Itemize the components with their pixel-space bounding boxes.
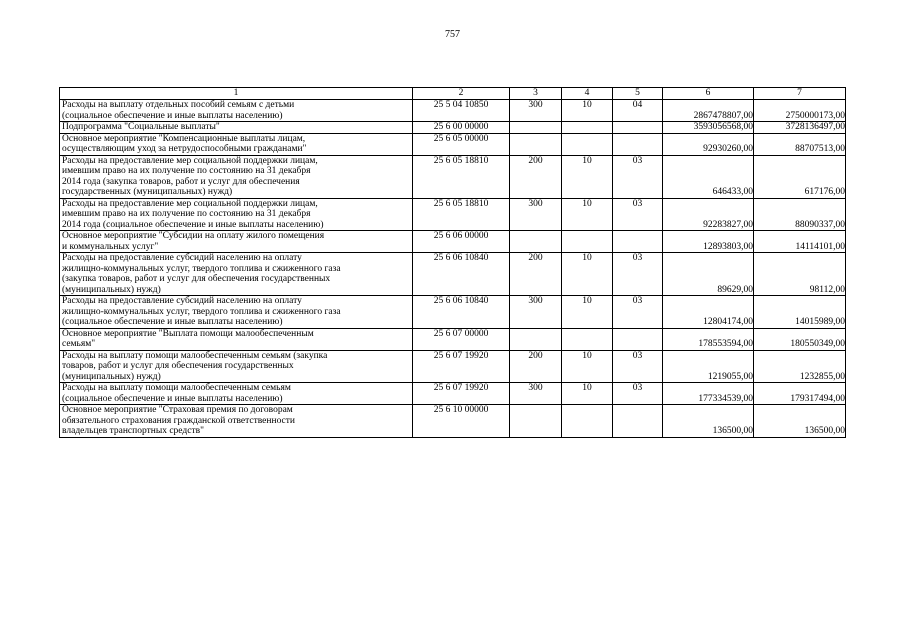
amount-column-6-cell: 646433,00 — [663, 155, 754, 198]
expense-name-cell: Расходы на предоставление субсидий населению на оплату жилищно-коммунальных услуг, твердого топлива и сжиженного газа (закупка товаров, работ и услуг для обеспечения государственных (муниципальных) нужд) — [60, 253, 413, 296]
table-row — [60, 100, 846, 122]
column-5-cell: 03 — [613, 296, 663, 329]
classification-code-cell: 25 6 07 00000 — [413, 328, 510, 350]
column-5-cell — [613, 328, 663, 350]
table-row — [60, 350, 846, 383]
expense-name-cell: Расходы на выплату отдельных пособий семьям с детьми (социальное обеспечение и иные выплаты населению) — [60, 100, 413, 122]
column-3-cell: 200 — [510, 350, 562, 383]
column-5-cell — [613, 231, 663, 253]
column-3-cell: 300 — [510, 198, 562, 231]
header-cell: 7 — [754, 88, 846, 100]
column-4-cell: 10 — [562, 155, 613, 198]
header-cell: 6 — [663, 88, 754, 100]
expense-name-cell: Основное мероприятие "Компенсационные выплаты лицам, осуществляющим уход за нетрудоспособными гражданами" — [60, 133, 413, 155]
table-row — [60, 133, 846, 155]
column-4-cell — [562, 328, 613, 350]
column-3-cell — [510, 231, 562, 253]
table-row — [60, 253, 846, 296]
column-5-cell — [613, 133, 663, 155]
expense-name-cell: Расходы на предоставление мер социальной поддержки лицам, имевшим право на их получение по состоянию на 31 декабря 2014 года (социальное обеспечение и иные выплаты населению) — [60, 198, 413, 231]
column-4-cell — [562, 133, 613, 155]
column-5-cell — [613, 405, 663, 438]
column-4-cell — [562, 405, 613, 438]
amount-column-6-cell: 89629,00 — [663, 253, 754, 296]
column-4-cell: 10 — [562, 100, 613, 122]
expense-name-cell: Расходы на выплату помощи малообеспеченным семьям (закупка товаров, работ и услуг для обеспечения государственных (муниципальных) нужд) — [60, 350, 413, 383]
column-3-cell — [510, 133, 562, 155]
classification-code-cell: 25 6 05 18810 — [413, 155, 510, 198]
amount-column-7-cell: 3728136497,00 — [754, 122, 846, 134]
column-3-cell: 300 — [510, 100, 562, 122]
classification-code-cell: 25 6 05 00000 — [413, 133, 510, 155]
budget-table — [59, 87, 846, 438]
classification-code-cell: 25 6 06 10840 — [413, 296, 510, 329]
column-4-cell — [562, 231, 613, 253]
amount-column-7-cell: 179317494,00 — [754, 383, 846, 405]
table-row — [60, 198, 846, 231]
amount-column-7-cell: 88707513,00 — [754, 133, 846, 155]
header-row — [60, 88, 846, 100]
expense-name-cell: Расходы на выплату помощи малообеспеченным семьям (социальное обеспечение и иные выплаты населению) — [60, 383, 413, 405]
amount-column-6-cell: 178553594,00 — [663, 328, 754, 350]
amount-column-6-cell: 177334539,00 — [663, 383, 754, 405]
column-4-cell: 10 — [562, 350, 613, 383]
amount-column-7-cell: 180550349,00 — [754, 328, 846, 350]
column-4-cell — [562, 122, 613, 134]
amount-column-6-cell: 12893803,00 — [663, 231, 754, 253]
classification-code-cell: 25 6 10 00000 — [413, 405, 510, 438]
column-5-cell: 03 — [613, 253, 663, 296]
amount-column-7-cell: 1232855,00 — [754, 350, 846, 383]
column-5-cell: 03 — [613, 383, 663, 405]
header-cell: 3 — [510, 88, 562, 100]
amount-column-6-cell: 136500,00 — [663, 405, 754, 438]
amount-column-6-cell: 3593056568,00 — [663, 122, 754, 134]
classification-code-cell: 25 6 06 00000 — [413, 231, 510, 253]
column-4-cell: 10 — [562, 253, 613, 296]
amount-column-7-cell: 617176,00 — [754, 155, 846, 198]
header-cell: 5 — [613, 88, 663, 100]
amount-column-7-cell: 98112,00 — [754, 253, 846, 296]
column-5-cell: 04 — [613, 100, 663, 122]
header-cell: 1 — [60, 88, 413, 100]
table-row — [60, 383, 846, 405]
column-3-cell: 200 — [510, 253, 562, 296]
column-3-cell — [510, 122, 562, 134]
page-number: 757 — [445, 29, 460, 40]
table-row — [60, 155, 846, 198]
amount-column-7-cell: 88090337,00 — [754, 198, 846, 231]
amount-column-7-cell: 14015989,00 — [754, 296, 846, 329]
column-3-cell: 200 — [510, 155, 562, 198]
column-3-cell: 300 — [510, 383, 562, 405]
table-row — [60, 231, 846, 253]
table-row — [60, 122, 846, 134]
classification-code-cell: 25 6 07 19920 — [413, 383, 510, 405]
amount-column-7-cell: 136500,00 — [754, 405, 846, 438]
column-5-cell: 03 — [613, 198, 663, 231]
amount-column-6-cell: 1219055,00 — [663, 350, 754, 383]
table-row — [60, 405, 846, 438]
amount-column-6-cell: 92930260,00 — [663, 133, 754, 155]
header-cell: 4 — [562, 88, 613, 100]
classification-code-cell: 25 6 07 19920 — [413, 350, 510, 383]
expense-name-cell: Основное мероприятие "Субсидии на оплату жилого помещения и коммунальных услуг" — [60, 231, 413, 253]
amount-column-6-cell: 2867478807,00 — [663, 100, 754, 122]
amount-column-7-cell: 14114101,00 — [754, 231, 846, 253]
expense-name-cell: Основное мероприятие "Страховая премия по договорам обязательного страхования гражданской ответственности владельцев транспортных средств" — [60, 405, 413, 438]
amount-column-6-cell: 92283827,00 — [663, 198, 754, 231]
table-row — [60, 296, 846, 329]
classification-code-cell: 25 6 05 18810 — [413, 198, 510, 231]
amount-column-7-cell: 2750000173,00 — [754, 100, 846, 122]
column-5-cell: 03 — [613, 155, 663, 198]
column-5-cell — [613, 122, 663, 134]
column-4-cell: 10 — [562, 296, 613, 329]
amount-column-6-cell: 12804174,00 — [663, 296, 754, 329]
classification-code-cell: 25 6 06 10840 — [413, 253, 510, 296]
column-3-cell — [510, 405, 562, 438]
expense-name-cell: Основное мероприятие "Выплата помощи малообеспеченным семьям" — [60, 328, 413, 350]
column-4-cell: 10 — [562, 383, 613, 405]
expense-name-cell: Подпрограмма "Социальные выплаты" — [60, 122, 413, 134]
column-5-cell: 03 — [613, 350, 663, 383]
table-row — [60, 328, 846, 350]
classification-code-cell: 25 6 00 00000 — [413, 122, 510, 134]
expense-name-cell: Расходы на предоставление мер социальной поддержки лицам, имевшим право на их получение по состоянию на 31 декабря 2014 года (закупка товаров, работ и услуг для обеспечения государственных (муниципальных) нужд) — [60, 155, 413, 198]
header-cell: 2 — [413, 88, 510, 100]
expense-name-cell: Расходы на предоставление субсидий населению на оплату жилищно-коммунальных услуг, твердого топлива и сжиженного газа (социальное обеспечение и иные выплаты населению) — [60, 296, 413, 329]
classification-code-cell: 25 5 04 10850 — [413, 100, 510, 122]
column-3-cell — [510, 328, 562, 350]
column-4-cell: 10 — [562, 198, 613, 231]
column-3-cell: 300 — [510, 296, 562, 329]
